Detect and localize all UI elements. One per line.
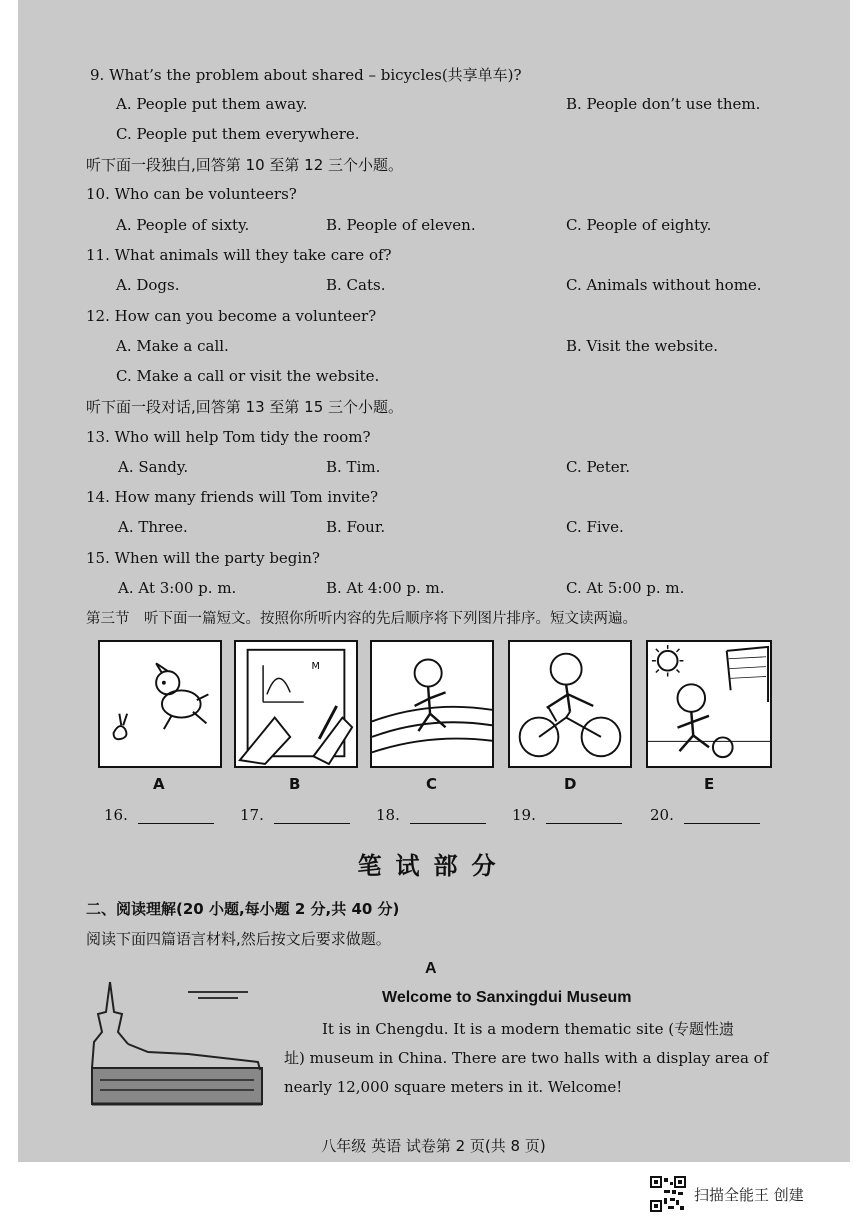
passage-letter: A bbox=[425, 960, 437, 977]
question-12-stem: 12. How can you become a volunteer? bbox=[86, 307, 377, 325]
passage-line-2: 址) museum in China. There are two halls with a display area of bbox=[284, 1049, 769, 1067]
boy-playing-football-icon bbox=[648, 642, 770, 766]
question-11-stem: 11. What animals will they take care of? bbox=[86, 246, 392, 264]
question-9-option-c: C. People put them everywhere. bbox=[116, 125, 360, 143]
museum-illustration bbox=[88, 972, 264, 1112]
boy-cycling-icon bbox=[510, 642, 630, 766]
instruction-monologue: 听下面一段独白,回答第 10 至第 12 三个小题。 bbox=[86, 156, 404, 174]
question-14-stem: 14. How many friends will Tom invite? bbox=[86, 488, 379, 506]
question-15-stem: 15. When will the party begin? bbox=[86, 549, 320, 567]
picture-e bbox=[646, 640, 772, 768]
answer-line[interactable] bbox=[410, 809, 486, 824]
question-12-option-c: C. Make a call or visit the website. bbox=[116, 367, 380, 385]
question-10-stem: 10. Who can be volunteers? bbox=[86, 185, 297, 203]
section-3-instruction: 第三节 听下面一篇短文。按照你所听内容的先后顺序将下列图片排序。短文读两遍。 bbox=[86, 611, 637, 627]
answer-line[interactable] bbox=[546, 809, 622, 824]
boy-running-icon bbox=[372, 642, 492, 766]
museum-building-icon bbox=[88, 972, 264, 1112]
question-15-option-b: B. At 4:00 p. m. bbox=[326, 579, 445, 597]
answer-blank-label: 18. bbox=[376, 806, 400, 824]
question-10-option-c: C. People of eighty. bbox=[566, 216, 712, 234]
answer-blank-19[interactable] bbox=[512, 806, 622, 824]
picture-label-a: A bbox=[153, 775, 165, 793]
question-11-option-b: B. Cats. bbox=[326, 276, 386, 294]
answer-blank-label: 19. bbox=[512, 806, 536, 824]
answer-line[interactable] bbox=[684, 809, 760, 824]
answer-line[interactable] bbox=[274, 809, 350, 824]
question-12-option-b: B. Visit the website. bbox=[566, 337, 719, 355]
answer-blank-20[interactable] bbox=[650, 806, 760, 824]
passage-title: Welcome to Sanxingdui Museum bbox=[382, 989, 632, 1006]
question-11-option-a: A. Dogs. bbox=[116, 276, 180, 294]
answer-line[interactable] bbox=[138, 809, 214, 824]
picture-c bbox=[370, 640, 494, 768]
svg-text:M: M bbox=[311, 661, 320, 673]
question-12-option-a: A. Make a call. bbox=[116, 337, 229, 355]
scanner-watermark-text: 扫描全能王 创建 bbox=[694, 1185, 804, 1204]
question-10-option-b: B. People of eleven. bbox=[326, 216, 476, 234]
hand-drawing-graph-icon bbox=[236, 642, 356, 766]
qr-code-icon bbox=[650, 1176, 686, 1212]
question-14-option-b: B. Four. bbox=[326, 518, 386, 536]
answer-blank-label: 20. bbox=[650, 806, 674, 824]
written-section-title: 笔试部分 bbox=[357, 852, 510, 880]
picture-label-c: C bbox=[426, 775, 438, 793]
question-14-option-c: C. Five. bbox=[566, 518, 624, 536]
picture-b bbox=[234, 640, 358, 768]
picture-label-b: B bbox=[289, 775, 301, 793]
passage-line-3: nearly 12,000 square meters in it. Welcome! bbox=[284, 1078, 623, 1096]
question-14-option-a: A. Three. bbox=[118, 518, 188, 536]
question-9-option-a: A. People put them away. bbox=[116, 95, 308, 113]
dog-chasing-rabbit-icon bbox=[100, 642, 220, 766]
part-2-instruction: 阅读下面四篇语言材料,然后按文后要求做题。 bbox=[86, 930, 391, 948]
picture-label-e: E bbox=[704, 775, 715, 793]
question-13-option-a: A. Sandy. bbox=[118, 458, 189, 476]
passage-line-1: It is in Chengdu. It is a modern thematic site (专题性遗 bbox=[322, 1020, 735, 1038]
question-9-option-b: B. People don’t use them. bbox=[566, 95, 761, 113]
answer-blank-17[interactable] bbox=[240, 806, 350, 824]
page-footer: 八年级 英语 试卷第 2 页(共 8 页) bbox=[321, 1137, 546, 1155]
part-2-title: 二、阅读理解(20 小题,每小题 2 分,共 40 分) bbox=[86, 900, 400, 918]
question-13-stem: 13. Who will help Tom tidy the room? bbox=[86, 428, 371, 446]
question-13-option-b: B. Tim. bbox=[326, 458, 381, 476]
question-9-stem: 9. What’s the problem about shared – bicycles(共享单车)? bbox=[90, 66, 522, 84]
question-15-option-a: A. At 3:00 p. m. bbox=[118, 579, 237, 597]
answer-blank-label: 16. bbox=[104, 806, 128, 824]
answer-blank-16[interactable] bbox=[104, 806, 214, 824]
picture-label-d: D bbox=[564, 775, 577, 793]
question-13-option-c: C. Peter. bbox=[566, 458, 630, 476]
question-15-option-c: C. At 5:00 p. m. bbox=[566, 579, 685, 597]
picture-a bbox=[98, 640, 222, 768]
answer-blank-18[interactable] bbox=[376, 806, 486, 824]
picture-d bbox=[508, 640, 632, 768]
question-10-option-a: A. People of sixty. bbox=[116, 216, 250, 234]
scanner-watermark bbox=[650, 1176, 804, 1212]
instruction-dialogue: 听下面一段对话,回答第 13 至第 15 三个小题。 bbox=[86, 398, 404, 416]
question-11-option-c: C. Animals without home. bbox=[566, 276, 762, 294]
answer-blank-label: 17. bbox=[240, 806, 264, 824]
